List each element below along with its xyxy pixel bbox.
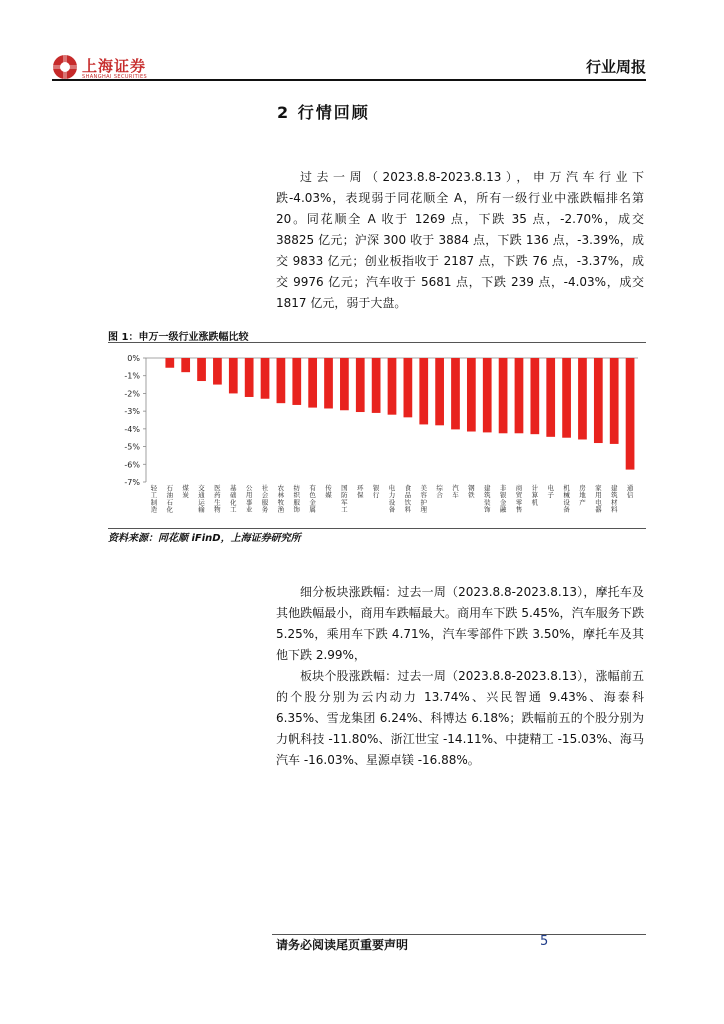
- stocks-paragraph: 板块个股涨跌幅：过去一周（2023.8.8-2023.8.13），涨幅前五的个股分别为云内动力 13.74%、兴民智通 9.43%、海泰科 6.35%、雪龙集团 6.24%、科博达 6.18%；跌幅前五的个股分别为力帆科技 -11.80%、浙江世宝 -14.11%、中捷精工 -15.03%、海马汽车 -16.03%、星源卓镁 -16.88%。: [276, 669, 644, 767]
- x-tick-label: 家用电器: [595, 484, 602, 514]
- bar-chart-svg: [108, 344, 646, 527]
- market-review-paragraph: 过去一周（2023.8.8-2023.8.13），申万汽车行业下跌-4.03%，表现弱于同花顺全 A，所有一级行业中涨跌幅排名第 20。同花顺全 A 收于 1269 点，下跌 35 点，-2.70%，成交 38825 亿元；沪深 300 收于 3884 点，下跌 136 点，-3.39%，成交 9833 亿元；创业板指收于 2187 点，下跌 76 点，-3.37%，成交 9976 亿元；汽车收于 5681 点，下跌 239 点，-4.03%，成交 1817 亿元，弱于大盘。: [276, 170, 644, 310]
- footer-divider: [272, 934, 646, 935]
- bar-食品饮料: [404, 358, 413, 417]
- x-tick-label: 汽车: [452, 484, 459, 500]
- bar-汽车: [451, 358, 460, 429]
- x-tick-label: 基础化工: [230, 484, 237, 514]
- figure-top-divider: [108, 342, 646, 343]
- x-tick-label: 银行: [372, 484, 380, 500]
- bar-公用事业: [245, 358, 254, 397]
- y-tick-label: -4%: [124, 424, 140, 434]
- bar-综合: [435, 358, 444, 425]
- x-tick-label: 交通运输: [198, 484, 205, 514]
- bar-医药生物: [213, 358, 222, 385]
- report-type-title: 行业周报: [585, 58, 646, 76]
- bar-有色金属: [308, 358, 317, 408]
- x-tick-label: 美容护理: [420, 484, 427, 514]
- x-tick-label: 社会服务: [261, 484, 269, 514]
- bar-通信: [626, 358, 635, 470]
- x-tick-label: 通信: [626, 484, 634, 500]
- x-tick-label: 有色金属: [309, 484, 316, 514]
- industry-performance-chart: [108, 344, 646, 527]
- x-tick-label: 电子: [547, 484, 554, 500]
- bar-商贸零售: [515, 358, 524, 433]
- bar-石油石化: [165, 358, 174, 368]
- bar-基础化工: [229, 358, 238, 393]
- page-number: 5: [540, 934, 549, 949]
- bar-美容护理: [419, 358, 428, 424]
- y-tick-label: 0%: [127, 354, 140, 363]
- x-tick-label: 综合: [436, 484, 443, 500]
- bar-机械设备: [562, 358, 571, 438]
- y-tick-label: -2%: [124, 389, 140, 399]
- x-tick-label: 纺织服饰: [293, 484, 301, 514]
- bar-银行: [372, 358, 381, 413]
- x-tick-label: 公用事业: [245, 484, 253, 514]
- bar-交通运输: [197, 358, 206, 381]
- x-tick-label: 石油石化: [166, 484, 174, 514]
- x-tick-label: 国防军工: [341, 484, 348, 514]
- x-tick-label: 轻工制造: [150, 484, 158, 514]
- x-tick-label: 食品饮料: [404, 484, 412, 514]
- bar-环保: [356, 358, 365, 412]
- bar-纺织服饰: [292, 358, 301, 405]
- figure-source: 资料来源：同花顺 iFinD，上海证券研究所: [108, 533, 301, 544]
- x-tick-label: 非银金融: [499, 484, 507, 514]
- x-tick-label: 环保: [357, 484, 364, 500]
- x-tick-label: 房地产: [579, 484, 586, 507]
- y-tick-label: -7%: [124, 478, 140, 487]
- x-tick-label: 医药生物: [214, 484, 221, 514]
- figure-caption: 图 1：申万一级行业涨跌幅比较: [108, 332, 249, 343]
- bar-建筑装饰: [483, 358, 492, 432]
- logo-chinese-name: 上海证券: [82, 57, 147, 75]
- footer-disclaimer: 请务必阅读尾页重要声明: [276, 938, 409, 952]
- bar-钢铁: [467, 358, 476, 432]
- bar-国防军工: [340, 358, 349, 410]
- bar-计算机: [530, 358, 539, 434]
- x-tick-label: 商贸零售: [515, 484, 523, 514]
- bar-社会服务: [261, 358, 270, 399]
- bar-非银金融: [499, 358, 508, 433]
- x-tick-label: 钢铁: [468, 484, 475, 500]
- bar-电子: [546, 358, 555, 437]
- bar-农林牧渔: [277, 358, 286, 403]
- logo-emblem-icon: [52, 54, 78, 80]
- section-title: 2 行情回顾: [277, 103, 370, 122]
- y-tick-label: -5%: [124, 442, 140, 452]
- bar-电力设备: [388, 358, 397, 415]
- x-tick-label: 电力设备: [388, 484, 396, 514]
- sub-sector-paragraph: 细分板块涨跌幅：过去一周（2023.8.8-2023.8.13），摩托车及其他跌幅最小，商用车跌幅最大。商用车下跌 5.45%，汽车服务下跌 5.25%，乘用车下跌 4.71%，汽车零部件下跌 3.50%，摩托车及其他下跌 2.99%，: [276, 585, 644, 662]
- header-divider: [52, 79, 646, 81]
- bar-建筑材料: [610, 358, 619, 444]
- bar-家用电器: [594, 358, 603, 443]
- y-tick-label: -6%: [124, 460, 140, 470]
- x-tick-label: 农林牧渔: [277, 484, 285, 514]
- x-tick-label: 传媒: [325, 484, 332, 500]
- bar-传媒: [324, 358, 333, 408]
- y-tick-label: -3%: [124, 407, 140, 417]
- x-tick-label: 煤炭: [182, 484, 189, 500]
- x-tick-label: 建筑材料: [610, 484, 618, 514]
- x-tick-label: 建筑装饰: [483, 484, 491, 514]
- x-tick-label: 计算机: [531, 484, 539, 507]
- bar-房地产: [578, 358, 587, 439]
- x-tick-label: 机械设备: [563, 484, 570, 514]
- bar-煤炭: [181, 358, 190, 372]
- y-tick-label: -1%: [124, 371, 140, 381]
- logo-english-name: SHANGHAI SECURITIES: [82, 74, 148, 80]
